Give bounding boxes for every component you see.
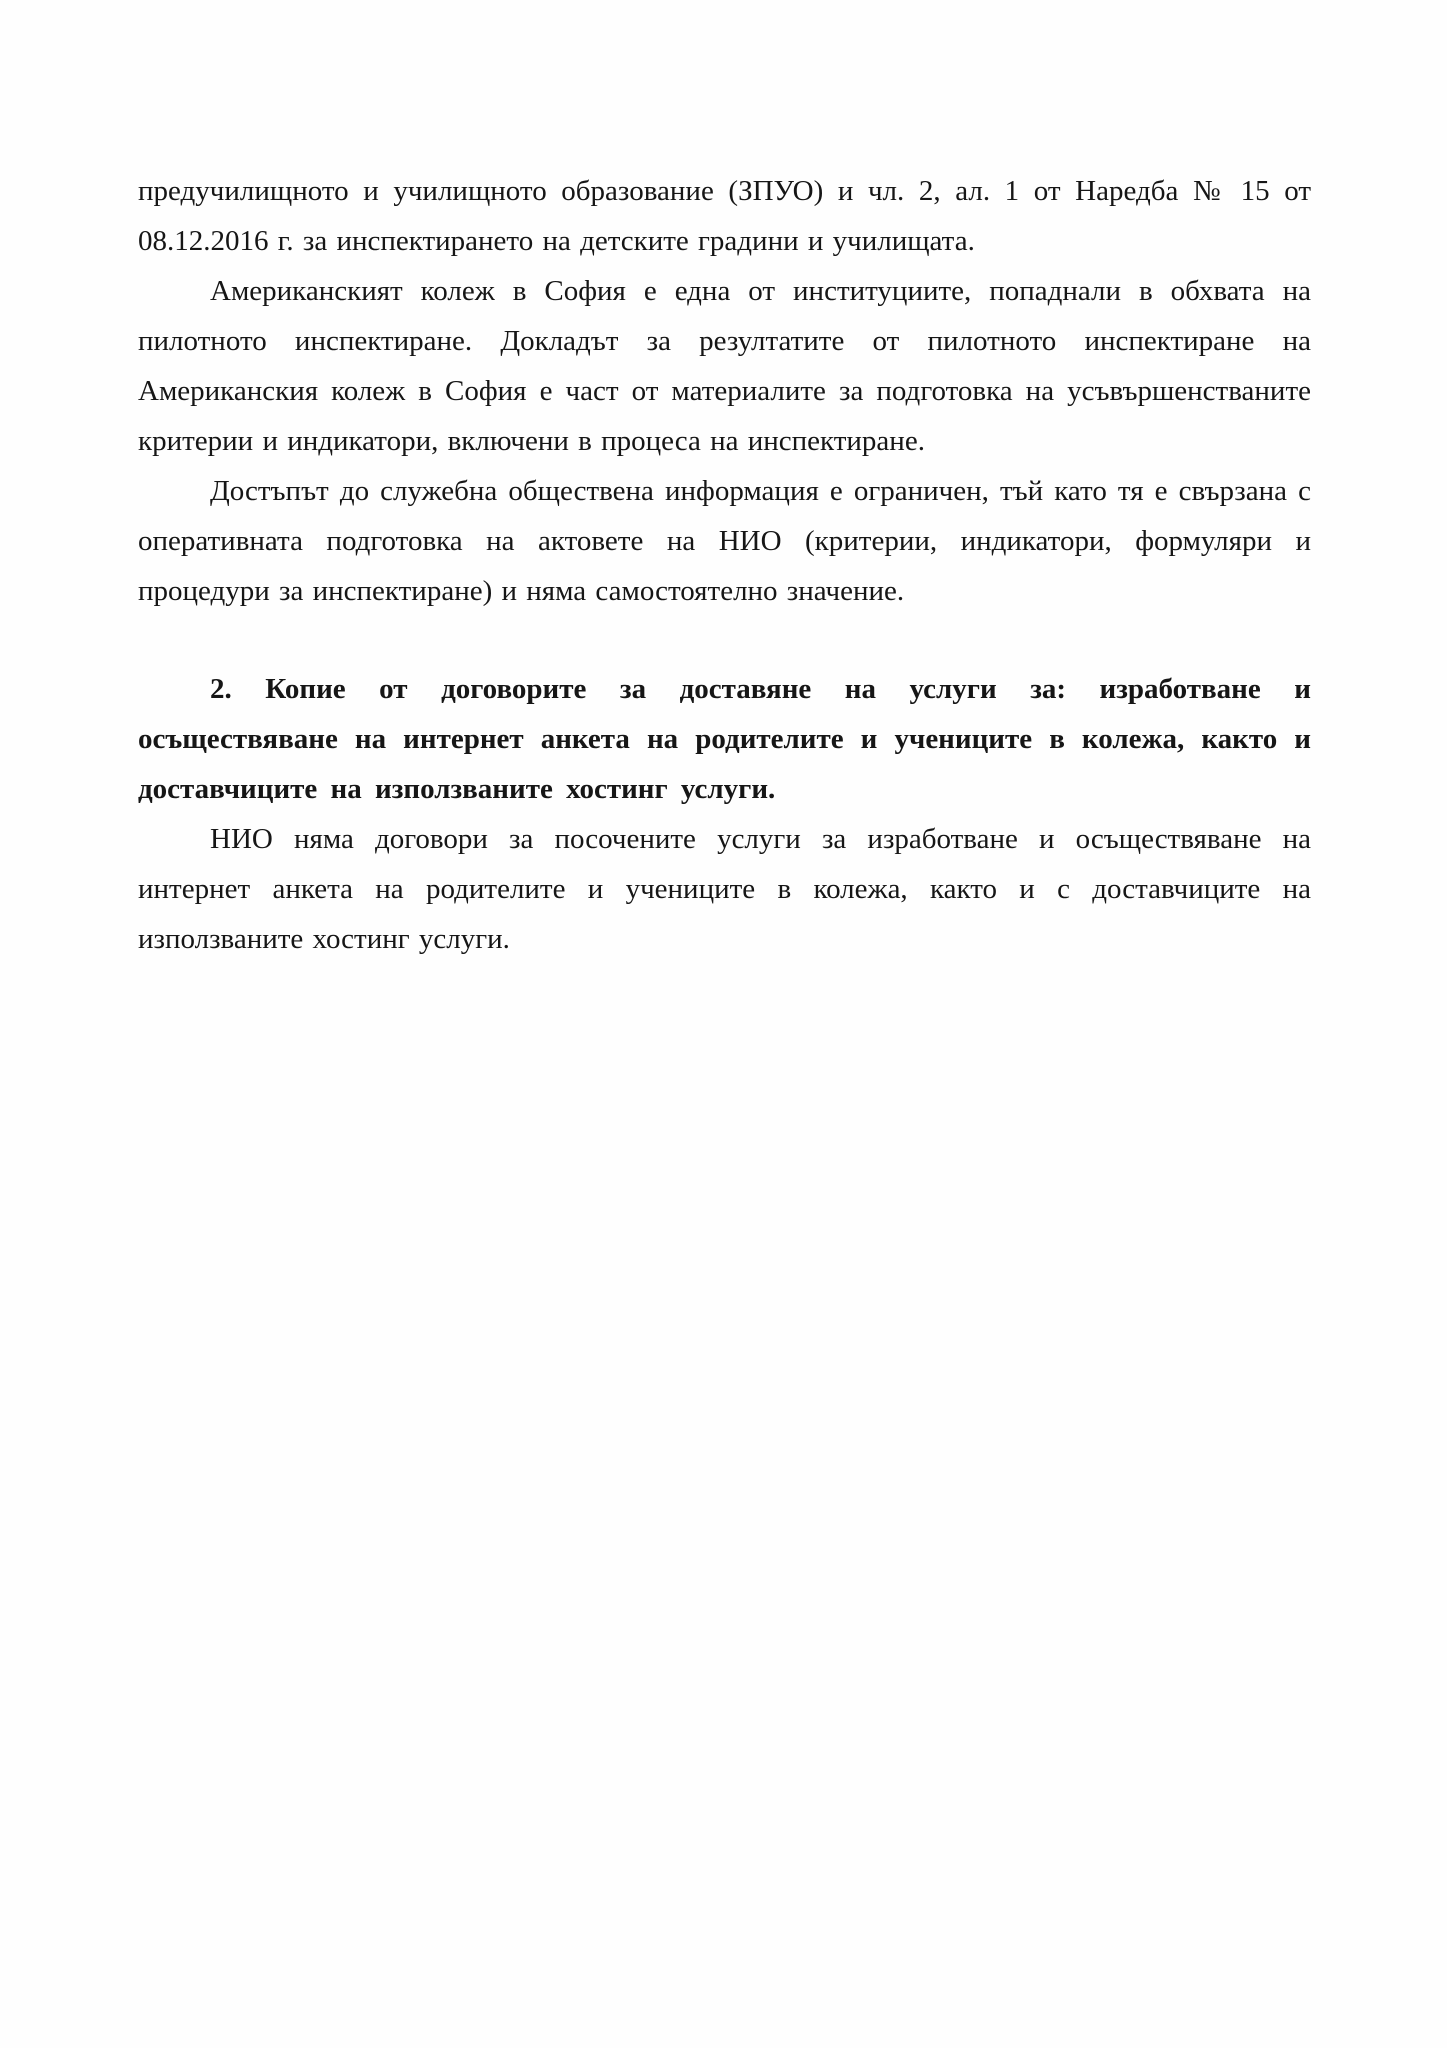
continuation-paragraph: предучилищното и училищното образование (ЗПУО) и чл. 2, ал. 1 от Наредба № 15 от 08.12.2016 г. за инспектирането на детските градини и училищата. — [138, 175, 1311, 257]
section-heading-item-2: 2. Копие от договорите за доставяне на услуги за: изработване и осъществяване на интернет анкета на родителите и учениците в колежа, както и доставчиците на използваните хостинг услуги. — [138, 673, 1311, 805]
paragraph-restricted-access: Достъпът до служебна обществена информация е ограничен, тъй като тя е свързана с оперативната подготовка на актовете на НИО (критерии, индикатори, формуляри и процедури за инспектиране) и няма самостоятелно значение. — [138, 475, 1311, 607]
paragraph-nio-response: НИО няма договори за посочените услуги за изработване и осъществяване на интернет анкета на родителите и учениците в колежа, както и с доставчиците на използваните хостинг услуги. — [138, 823, 1311, 955]
paragraph-american-college: Американският колеж в София е една от институциите, попаднали в обхвата на пилотното инспектиране. Докладът за резултатите от пилотното инспектиране на Американския колеж в София е част от материалите за подготовка на усъвършенстваните критерии и индикатори, включени в процеса на инспектиране. — [138, 275, 1311, 457]
